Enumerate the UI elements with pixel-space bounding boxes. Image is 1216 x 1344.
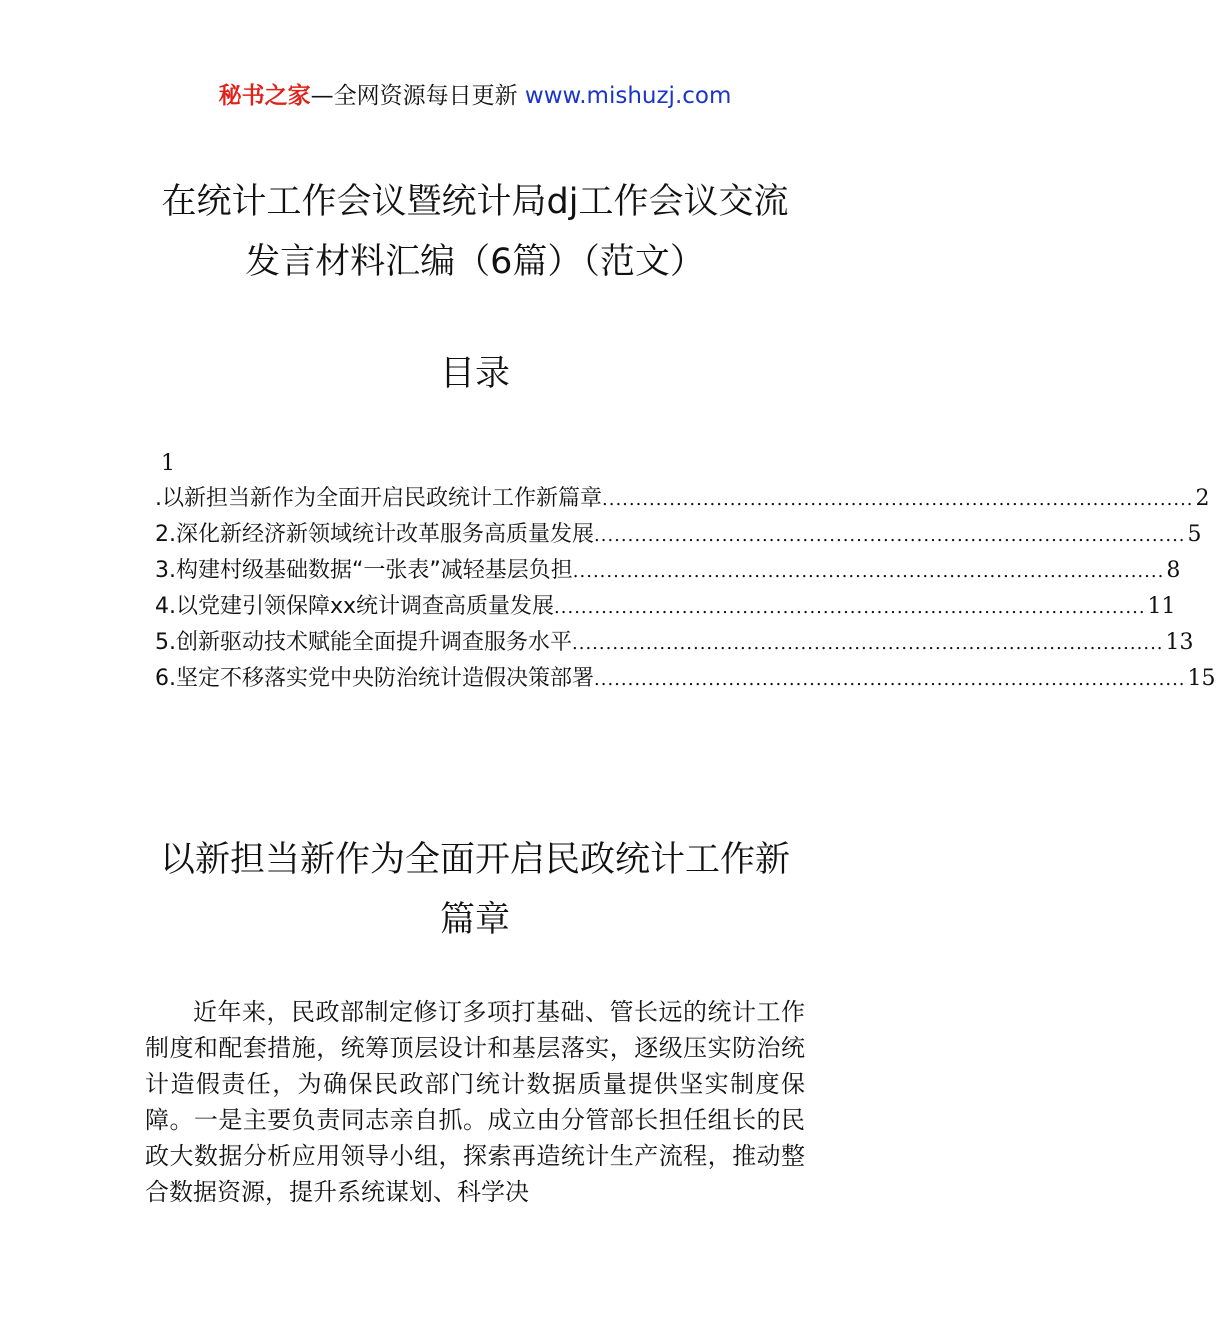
toc-leader-dots: ........................................................................................ [572, 633, 1164, 654]
toc-entry[interactable] [155, 589, 1176, 625]
table-of-contents [155, 446, 1216, 697]
toc-heading: 目录 [439, 354, 510, 394]
toc-entry-page: 8 [1166, 558, 1181, 583]
toc-entry-title: 5.创新驱动技术赋能全面提升调查服务水平 [155, 630, 572, 655]
section-title-line-1: 以新担当新作为全面开启民政统计工作新 [159, 840, 790, 880]
banner-brand: 秘书之家 [218, 83, 311, 109]
toc-entry-page: 13 [1165, 630, 1194, 655]
toc-entry-page: 15 [1187, 666, 1216, 691]
toc-entry[interactable] [155, 553, 1181, 589]
site-banner [0, 80, 950, 112]
toc-entry[interactable] [155, 481, 1210, 517]
banner-tagline: —全网资源每日更新 [310, 83, 518, 109]
toc-entry-title: 2.深化新经济新领域统计改革服务高质量发展 [155, 522, 594, 547]
toc-leader-dots: ........................................................................................ [594, 669, 1186, 690]
toc-stray-number: 1 [161, 451, 175, 476]
section-title-line-2: 篇章 [439, 900, 510, 940]
toc-entry-page: 11 [1147, 594, 1176, 619]
banner-url-link[interactable]: www.mishuzj.com [524, 83, 732, 109]
toc-leader-dots: ........................................................................................ [554, 597, 1146, 618]
toc-entry-title: 3.构建村级基础数据“一张表”减轻基层负担 [155, 558, 573, 583]
toc-leader-dots: ........................................................................................ [572, 561, 1165, 582]
document-title-line-2: 发言材料汇编（6篇）（范文） [245, 242, 705, 282]
toc-entry-title: 4.以党建引领保障xx统计调查高质量发展 [155, 594, 555, 619]
toc-entry[interactable] [155, 661, 1216, 697]
toc-entry-title: .以新担当新作为全面开启民政统计工作新篇章 [155, 486, 602, 511]
toc-entry-page: 2 [1195, 486, 1210, 511]
document-title [0, 172, 950, 292]
toc-leader-dots: ........................................................................................ [602, 489, 1194, 510]
toc-entry-title: 6.坚定不移落实党中央防治统计造假决策部署 [155, 666, 594, 691]
section-title [0, 830, 950, 950]
toc-leader-dots: ........................................................................................ [594, 525, 1186, 546]
toc-entry[interactable] [155, 625, 1194, 661]
document-title-line-1: 在统计工作会议暨统计局dj工作会议交流 [161, 182, 789, 222]
section-paragraph: 近年来，民政部制定修订多项打基础、管长远的统计工作制度和配套措施，统筹顶层设计和基层落实，逐级压实防治统计造假责任，为确保民政部门统计数据质量提供坚实制度保障。一是主要负责同志亲自抓。成立由分管部长担任组长的民政大数据分析应用领导小组，探索再造统计生产流程，推动整合数据资源，提升系统谋划、科学决 [145, 998, 805, 1206]
toc-entry-page: 5 [1187, 522, 1202, 547]
toc-entry[interactable] [155, 517, 1202, 553]
